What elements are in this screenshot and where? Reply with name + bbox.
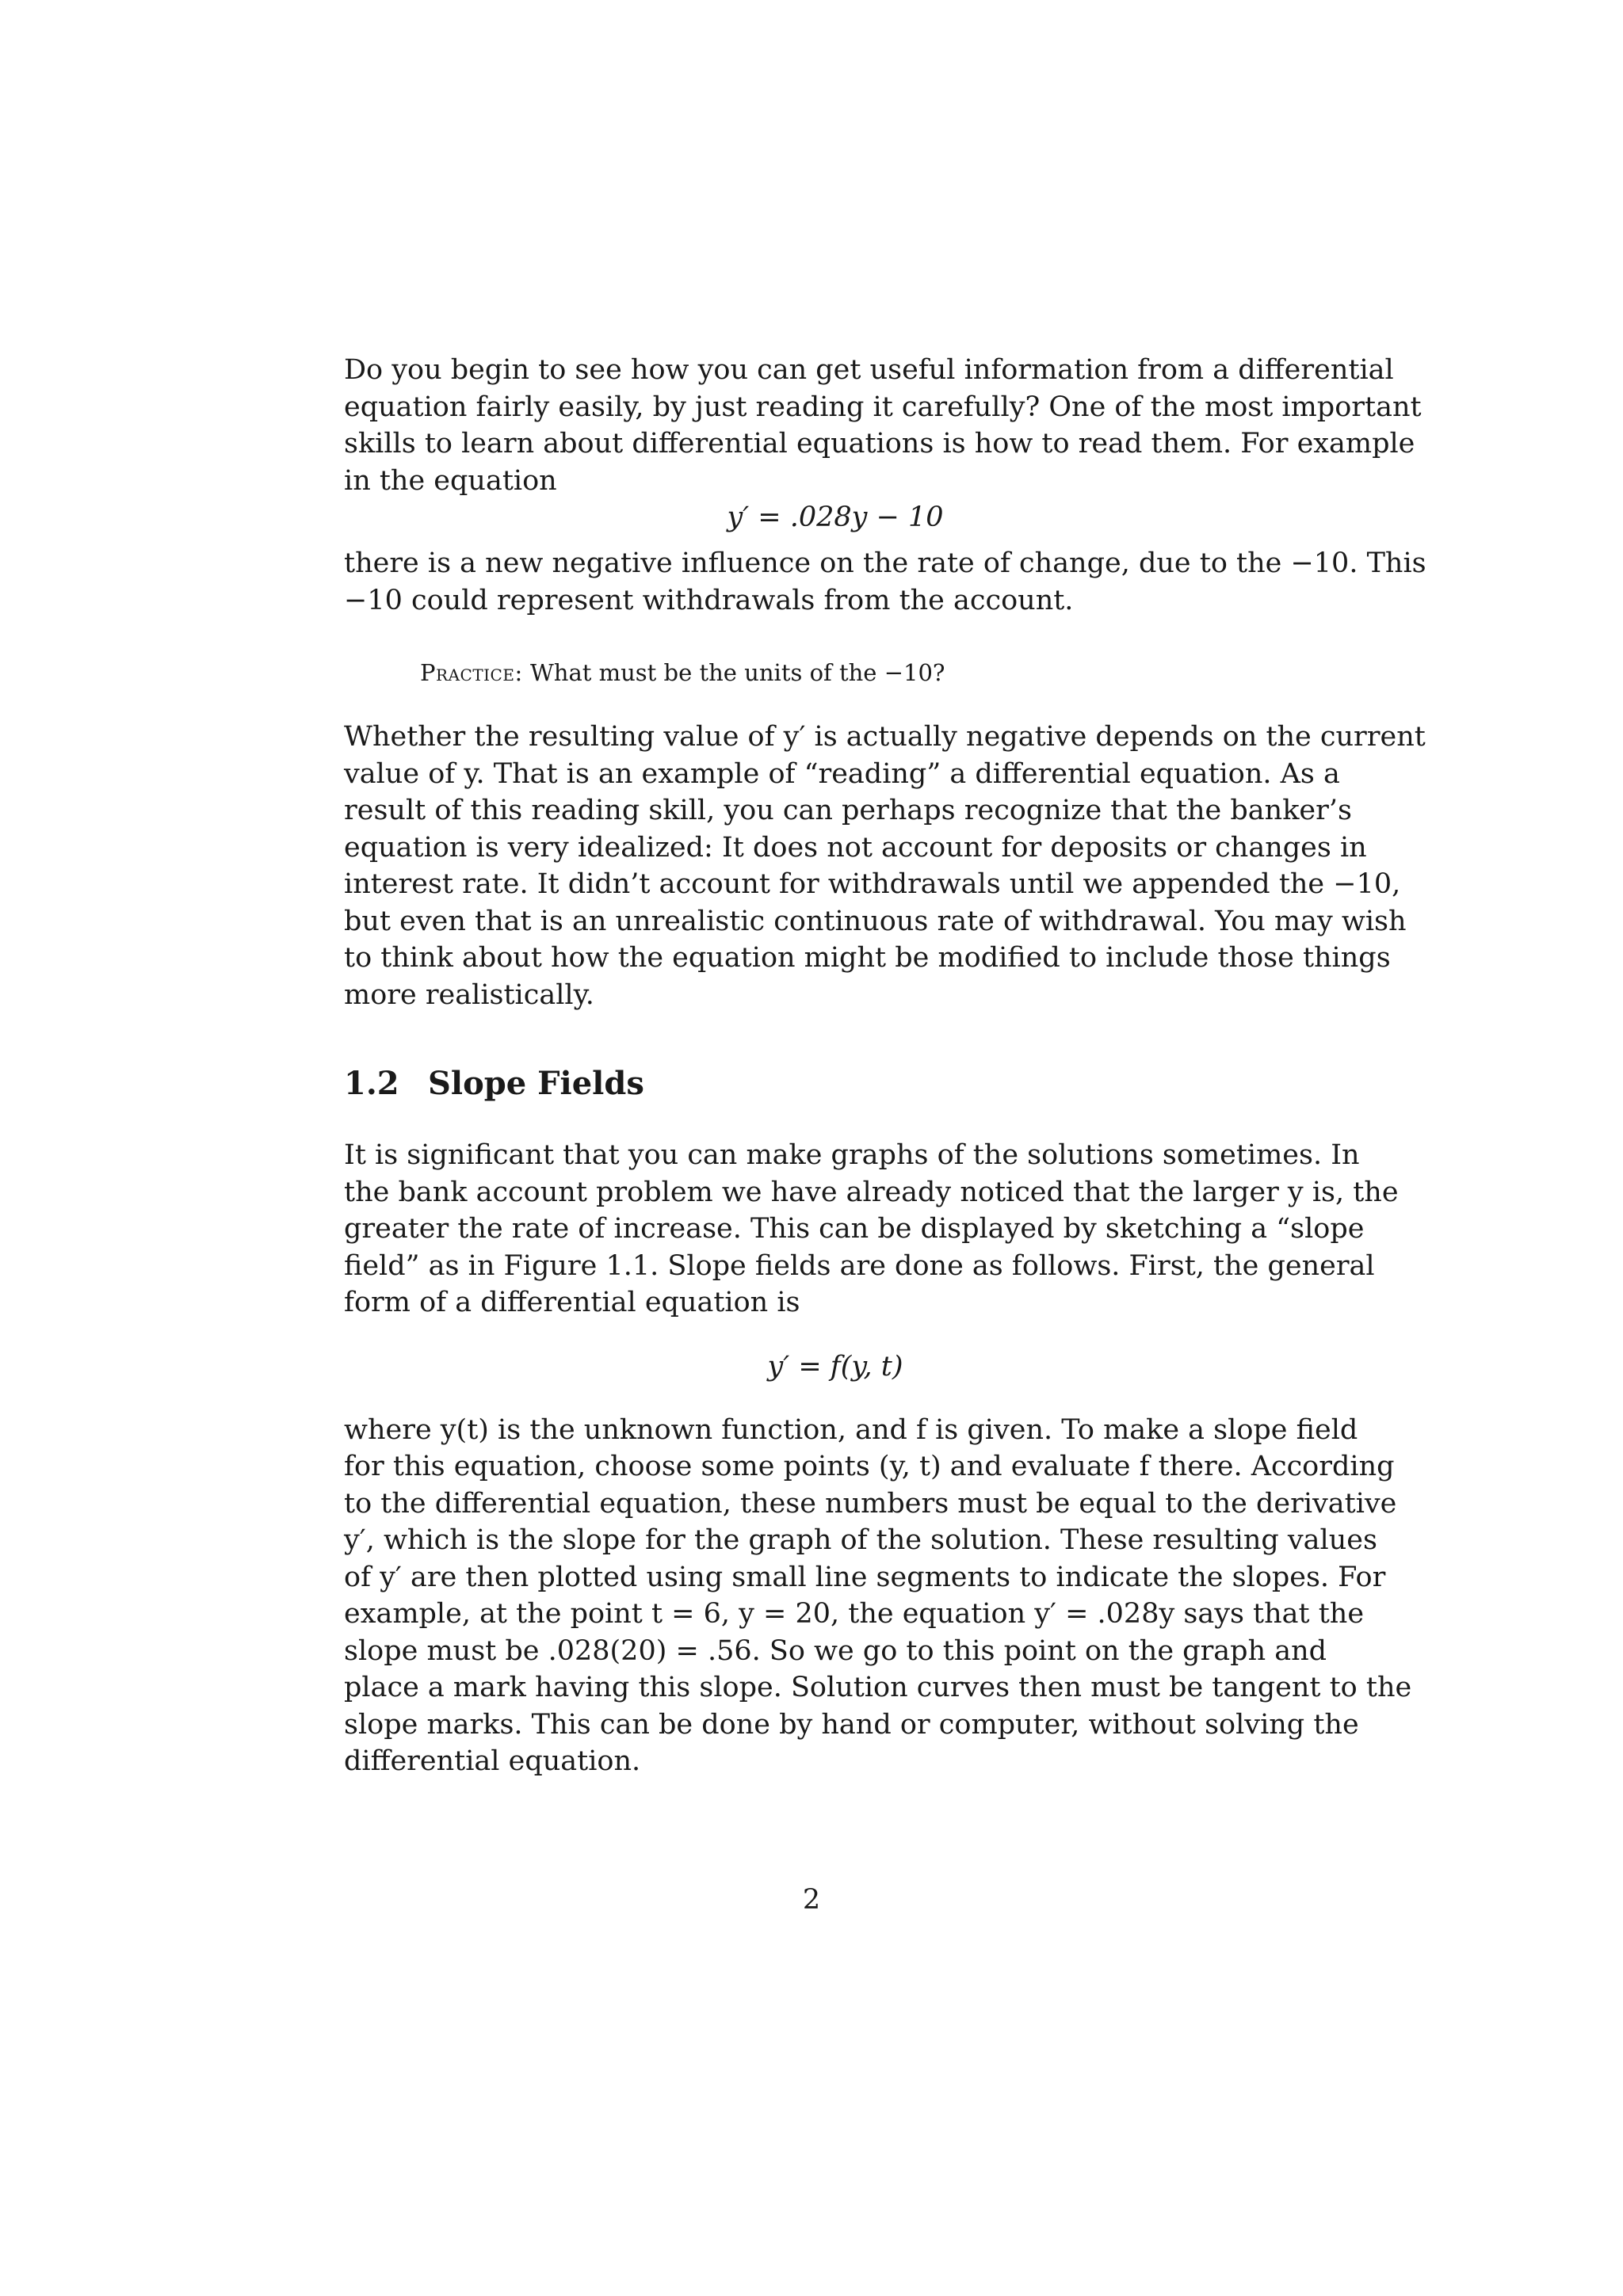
text-line: It is significant that you can make graphs of the solutions sometimes. In: [344, 1139, 1360, 1171]
text-line: for this equation, choose some points (y, t) and evaluate f there. According: [344, 1451, 1395, 1482]
text-line: y′, which is the slope for the graph of the solution. These resulting values: [344, 1524, 1377, 1556]
text-line: the bank account problem we have already noticed that the larger y is, the: [344, 1176, 1399, 1208]
text-line: place a mark having this slope. Solution curves then must be tangent to the: [344, 1672, 1412, 1703]
text-line: to think about how the equation might be modified to include those things: [344, 942, 1391, 974]
text-line: to the differential equation, these numbers must be equal to the derivative: [344, 1487, 1397, 1520]
text-line: differential equation.: [344, 1745, 641, 1777]
practice-text: What must be the units of the −10?: [529, 659, 945, 686]
text-line: result of this reading skill, you can perhaps recognize that the banker’s: [344, 795, 1352, 826]
practice-question: [420, 657, 1327, 688]
page-number: 2: [802, 1884, 821, 1916]
section-title: Slope Fields: [428, 1065, 644, 1102]
text-line: where y(t) is the unknown function, and f is given. To make a slope field: [344, 1413, 1358, 1446]
text-line: interest rate. It didn’t account for withdrawals until we appended the −10,: [344, 868, 1401, 900]
text-line: more realistically.: [344, 978, 594, 1011]
section-number: 1.2: [344, 1065, 399, 1102]
text-line: form of a differential equation is: [344, 1287, 800, 1318]
text-line: there is a new negative influence on the rate of change, due to the −10. This: [344, 547, 1426, 579]
text-line: of y′ are then plotted using small line segments to indicate the slopes. For: [344, 1561, 1386, 1593]
text-line: greater the rate of increase. This can be displayed by sketching a “slope: [344, 1213, 1365, 1245]
text-line: slope must be .028(20) = .56. So we go to this point on the graph and: [344, 1634, 1327, 1667]
paragraph-negative-influence: [344, 545, 1426, 619]
text-line: slope marks. This can be done by hand or computer, without solving the: [344, 1708, 1359, 1741]
equation-1: y′ = .028y − 10: [727, 502, 944, 533]
text-line: value of y. That is an example of “reading” a differential equation. As a: [344, 757, 1340, 790]
page-body: [344, 352, 1426, 1780]
paragraph-intro: [344, 352, 1422, 499]
text-line: but even that is an unrealistic continuous rate of withdrawal. You may wish: [344, 905, 1407, 937]
text-line: equation fairly easily, by just reading it carefully? One of the most important: [344, 391, 1422, 423]
paragraph-slope-fields: [344, 1137, 1399, 1322]
paragraph-general-form: [344, 1412, 1412, 1780]
text-line: field” as in Figure 1.1. Slope fields are done as follows. First, the general: [344, 1249, 1375, 1282]
text-line: in the equation: [344, 464, 557, 497]
practice-label: Practice:: [420, 659, 523, 686]
text-line: example, at the point t = 6, y = 20, the equation y′ = .028y says that the: [344, 1598, 1365, 1630]
text-line: Whether the resulting value of y′ is actually negative depends on the current: [344, 721, 1426, 753]
paragraph-reading: [344, 719, 1426, 1013]
text-line: Do you begin to see how you can get useful information from a differential: [344, 354, 1394, 386]
text-line: skills to learn about differential equations is how to read them. For example: [344, 428, 1415, 460]
equation-2: y′ = f(y, t): [767, 1350, 903, 1383]
text-line: −10 could represent withdrawals from the account.: [344, 584, 1074, 616]
text-line: equation is very idealized: It does not account for deposits or changes in: [344, 831, 1367, 864]
section-heading: [344, 1064, 1327, 1104]
